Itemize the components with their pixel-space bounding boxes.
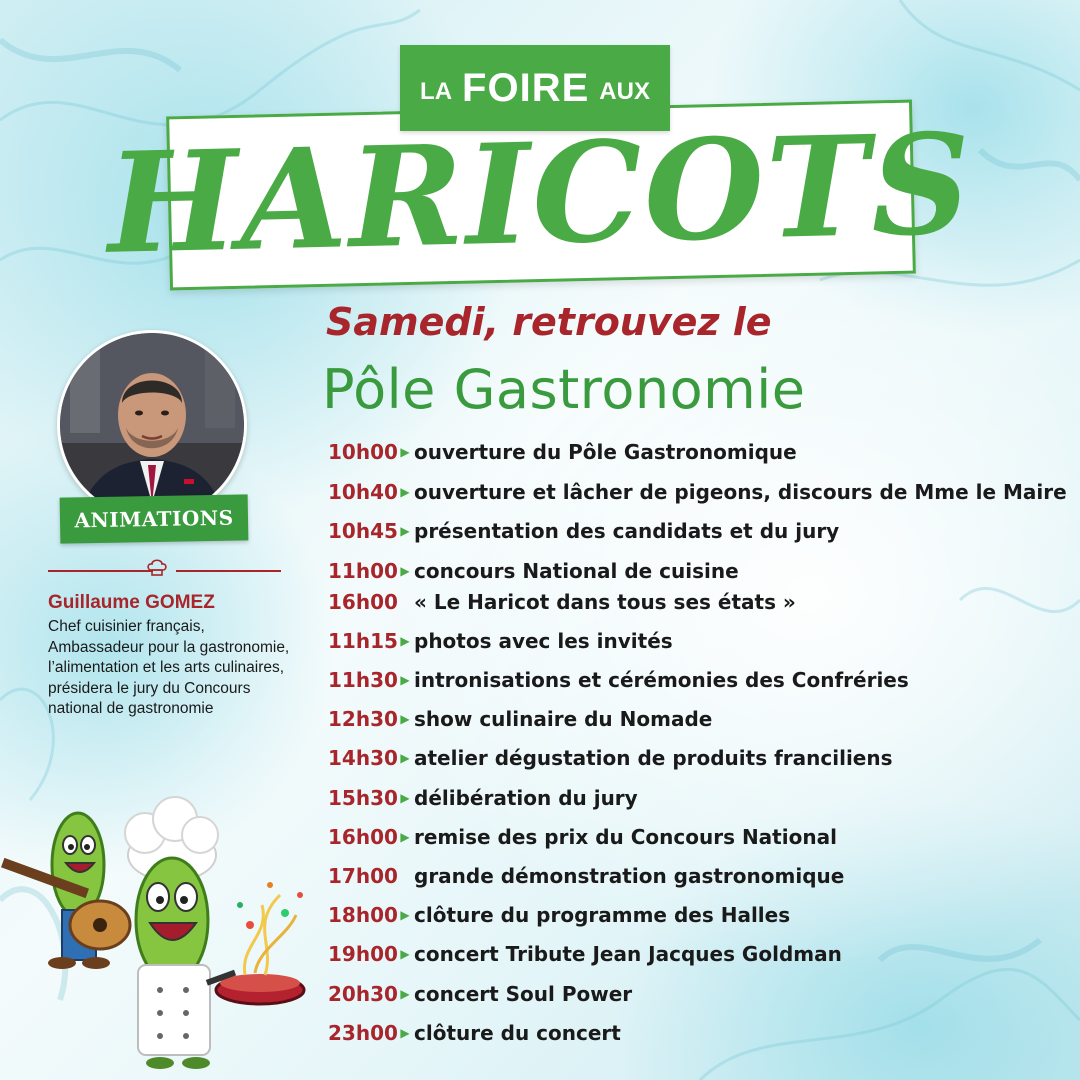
chef-hat-icon (145, 556, 169, 580)
schedule-time: 16h00 (328, 590, 398, 614)
schedule-time: 11h30 (328, 668, 398, 692)
schedule-desc: « Le Haricot dans tous ses états » (414, 590, 796, 614)
triangle-right-icon: ▶ (400, 908, 410, 922)
triangle-right-icon: ▶ (400, 1026, 410, 1040)
schedule-desc: délibération du jury (414, 786, 638, 810)
schedule-time: 18h00 (328, 903, 398, 927)
subtitle: Samedi, retrouvez le (326, 300, 772, 344)
schedule-row (328, 590, 796, 614)
schedule-desc: atelier dégustation de produits franciliens (414, 746, 893, 770)
schedule-row (328, 440, 797, 464)
schedule-time: 10h00 (328, 440, 398, 464)
triangle-right-icon: ▶ (400, 564, 410, 578)
schedule-row (328, 982, 632, 1006)
divider-right (176, 570, 281, 572)
schedule-row (328, 903, 790, 927)
schedule-desc: concours National de cuisine (414, 559, 739, 583)
schedule-desc: concert Tribute Jean Jacques Goldman (414, 942, 842, 966)
schedule-desc: photos avec les invités (414, 629, 673, 653)
divider-left (48, 570, 153, 572)
triangle-right-icon: ▶ (400, 947, 410, 961)
schedule-row (328, 942, 842, 966)
schedule-row (328, 864, 844, 888)
schedule-time: 14h30 (328, 746, 398, 770)
animations-badge: ANIMATIONS (60, 494, 249, 543)
schedule-row (328, 519, 839, 543)
schedule-row (328, 668, 909, 692)
host-description: Chef cuisinier français, Ambassadeur pour la gastronomie, l’alimentation et les arts culinaires, présidera le jury du Concours national de gastronomie (48, 618, 290, 717)
schedule-desc: grande démonstration gastronomique (414, 864, 845, 888)
schedule-time: 19h00 (328, 942, 398, 966)
schedule-time: 16h00 (328, 825, 398, 849)
host-name: Guillaume GOMEZ (48, 592, 215, 613)
schedule-time: 20h30 (328, 982, 398, 1006)
schedule-desc: concert Soul Power (414, 982, 633, 1006)
triangle-right-icon: ▶ (400, 751, 410, 765)
triangle-right-icon: ▶ (400, 634, 410, 648)
schedule-desc: show culinaire du Nomade (414, 707, 713, 731)
schedule-row (328, 746, 893, 770)
schedule-desc: ouverture du Pôle Gastronomique (414, 440, 797, 464)
triangle-right-icon: ▶ (400, 524, 410, 538)
triangle-right-icon: ▶ (400, 830, 410, 844)
schedule-time: 10h45 (328, 519, 398, 543)
bean-mascots-illustration (0, 785, 320, 1075)
schedule-desc: remise des prix du Concours National (414, 825, 837, 849)
schedule-desc: clôture du programme des Halles (414, 903, 791, 927)
triangle-right-icon: ▶ (400, 987, 410, 1001)
schedule-desc: intronisations et cérémonies des Confréries (414, 668, 909, 692)
schedule-row (328, 1021, 621, 1045)
schedule-time: 17h00 (328, 864, 398, 888)
schedule-time: 15h30 (328, 786, 398, 810)
schedule-row (328, 559, 739, 583)
schedule-time: 11h00 (328, 559, 398, 583)
schedule-desc: ouverture et lâcher de pigeons, discours de Mme le Maire (414, 480, 1067, 504)
triangle-right-icon: ▶ (400, 712, 410, 726)
schedule-time: 10h40 (328, 480, 398, 504)
triangle-right-icon: ▶ (400, 485, 410, 499)
page-title: Pôle Gastronomie (322, 358, 806, 421)
triangle-right-icon: ▶ (400, 445, 410, 459)
host-portrait (60, 333, 244, 517)
logo-word-aux: AUX (599, 78, 650, 105)
schedule-time: 23h00 (328, 1021, 398, 1045)
schedule-desc: clôture du concert (414, 1021, 621, 1045)
schedule-row (328, 825, 837, 849)
triangle-right-icon: ▶ (400, 673, 410, 687)
schedule-row (328, 707, 712, 731)
logo-word-la: LA (420, 78, 453, 105)
schedule-time: 11h15 (328, 629, 398, 653)
schedule-row (328, 629, 673, 653)
schedule-row (328, 480, 1067, 504)
schedule-desc: présentation des candidats et du jury (414, 519, 840, 543)
logo-word-foire: FOIRE (462, 65, 590, 110)
schedule-row (328, 786, 638, 810)
schedule-time: 12h30 (328, 707, 398, 731)
logo-haricots: HARICOTS (105, 101, 975, 285)
triangle-right-icon: ▶ (400, 791, 410, 805)
